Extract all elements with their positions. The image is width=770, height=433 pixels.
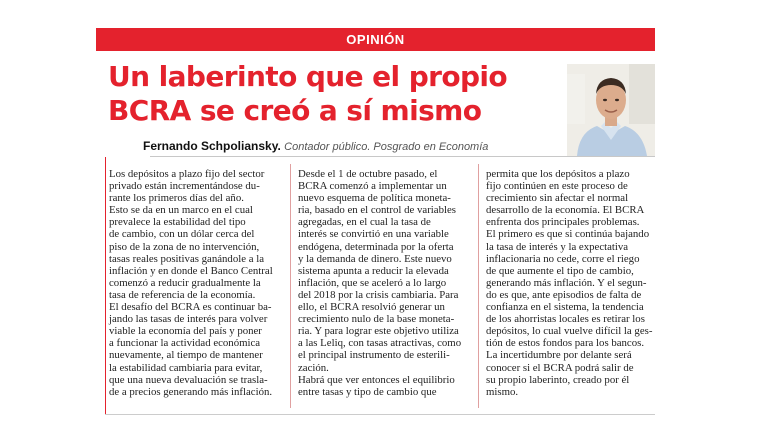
article-column-3 — [486, 168, 662, 398]
text-line: la tasa de interés y la expectativa — [486, 240, 629, 253]
text-line: privado están incrementándose du- — [109, 180, 260, 193]
text-line: la estabilidad cambiaria para evitar, — [109, 361, 263, 374]
text-line: Habrá que ver entonces el equilibrio — [298, 373, 455, 386]
section-label: OPINIÓN — [96, 28, 655, 51]
text-line: ria, basado en el control de variables — [298, 204, 456, 217]
column-divider-1 — [290, 164, 291, 408]
text-line: que una nueva devaluación se trasla- — [109, 373, 268, 386]
text-line: confianza en el sistema, la tendencia — [486, 301, 644, 314]
text-line: desarrollo de la economía. El BCRA — [486, 204, 645, 217]
headline-line-2: BCRA se creó a sí mismo — [108, 94, 482, 127]
text-line: fijo continúen en este proceso de — [486, 180, 628, 193]
column-divider-2 — [478, 164, 479, 408]
text-line: tión de estos fondos para los bancos. — [486, 337, 645, 350]
text-line: generando más inflación. Y el segun- — [486, 276, 647, 289]
headline — [108, 60, 558, 128]
text-line: comenzó a reducir gradualmente la — [109, 276, 261, 289]
author-role: Contador público. Posgrado en Economía — [284, 141, 489, 153]
text-line: de cambio, con un dólar cerca del — [109, 228, 255, 241]
byline — [143, 139, 563, 154]
article-left-border — [105, 157, 106, 415]
text-line: crecimiento nulo de la base moneta- — [298, 313, 455, 326]
text-line: permita que los depósitos a plazo — [486, 168, 630, 180]
text-line: Esto se da en un marco en el cual — [109, 204, 253, 217]
text-line: zación. — [298, 361, 329, 374]
text-line: crecimiento sin afectar el normal — [486, 192, 629, 205]
text-line: inflación y en donde el Banco Central — [109, 264, 273, 277]
text-line: nuevamente, al tiempo de mantener — [109, 349, 263, 362]
text-line: Los depósitos a plazo fijo del sector — [109, 168, 265, 180]
author-portrait-image — [567, 64, 655, 156]
text-line: depósitos, lo cual vuelve difícil la ges- — [486, 325, 653, 338]
text-line: y la demanda de dinero. Este nuevo — [298, 252, 452, 265]
text-line: do es que, ante episodios de falta de — [486, 288, 642, 301]
text-line: mismo. — [486, 385, 519, 398]
text-line: El desafío del BCRA es continuar ba- — [109, 301, 272, 314]
author-name: Fernando Schpoliansky. — [143, 139, 281, 153]
text-line: nuevo esquema de política moneta- — [298, 192, 451, 205]
text-line: interés se convirtió en una variable — [298, 228, 449, 241]
text-line: viable la economía del país y poner — [109, 325, 262, 338]
text-line: El primero es que si continúa bajando — [486, 228, 650, 241]
text-line: sistema apunta a reducir la elevada — [298, 264, 449, 277]
text-line: endógena, determinada por la oferta — [298, 240, 454, 253]
text-line: a funcionar la actividad económica — [109, 337, 261, 350]
text-line: jando las tasas de interés para volver — [109, 313, 268, 326]
text-line: piso de la zona de no intervención, — [109, 240, 260, 253]
author-photo — [567, 64, 655, 156]
text-line: tasas reales positivas ganándole a la — [109, 252, 264, 265]
text-line: de los ahorristas locales es retirar los — [486, 313, 645, 326]
text-line: BCRA comenzó a implementar un — [298, 180, 447, 193]
text-line: La incertidumbre por delante será — [486, 349, 632, 362]
text-line: inflación, que se aceleró a lo largo — [298, 276, 447, 289]
text-line: de a precios generando más inflación. — [109, 385, 273, 398]
text-line: entre tasas y tipo de cambio que — [298, 385, 437, 398]
text-line: Desde el 1 de octubre pasado, el — [298, 168, 438, 180]
text-line: enfrenta dos principales problemas. — [486, 216, 640, 229]
text-line: ria. Y para lograr este objetivo utiliza — [298, 325, 459, 338]
text-line: conocer si el BCRA podrá salir de — [486, 361, 634, 374]
text-line: prevalece la estabilidad del tipo — [109, 216, 246, 229]
article-column-1 — [109, 168, 285, 398]
text-line: rante los primeros días del año. — [109, 192, 244, 205]
byline-divider — [150, 156, 655, 157]
text-line: agregadas, en el cual la tasa de — [298, 216, 431, 229]
text-line: tasa de referencia de la economía. — [109, 288, 256, 301]
headline-line-1: Un laberinto que el propio — [108, 60, 508, 93]
text-line: de que aumente el tipo de cambio, — [486, 264, 634, 277]
text-line: del 2018 por la crisis cambiaria. Para — [298, 288, 459, 301]
text-line: el principal instrumento de esterili- — [298, 349, 450, 362]
text-line: ello, el BCRA resolvió generar un — [298, 301, 445, 314]
article-bottom-border — [105, 414, 655, 415]
text-line: su propio laberinto, creado por él — [486, 373, 630, 386]
article-column-2 — [298, 168, 474, 398]
text-line: a las Leliq, con tasas atractivas, como — [298, 337, 462, 350]
text-line: inflacionaria no cede, corre el riego — [486, 252, 640, 265]
